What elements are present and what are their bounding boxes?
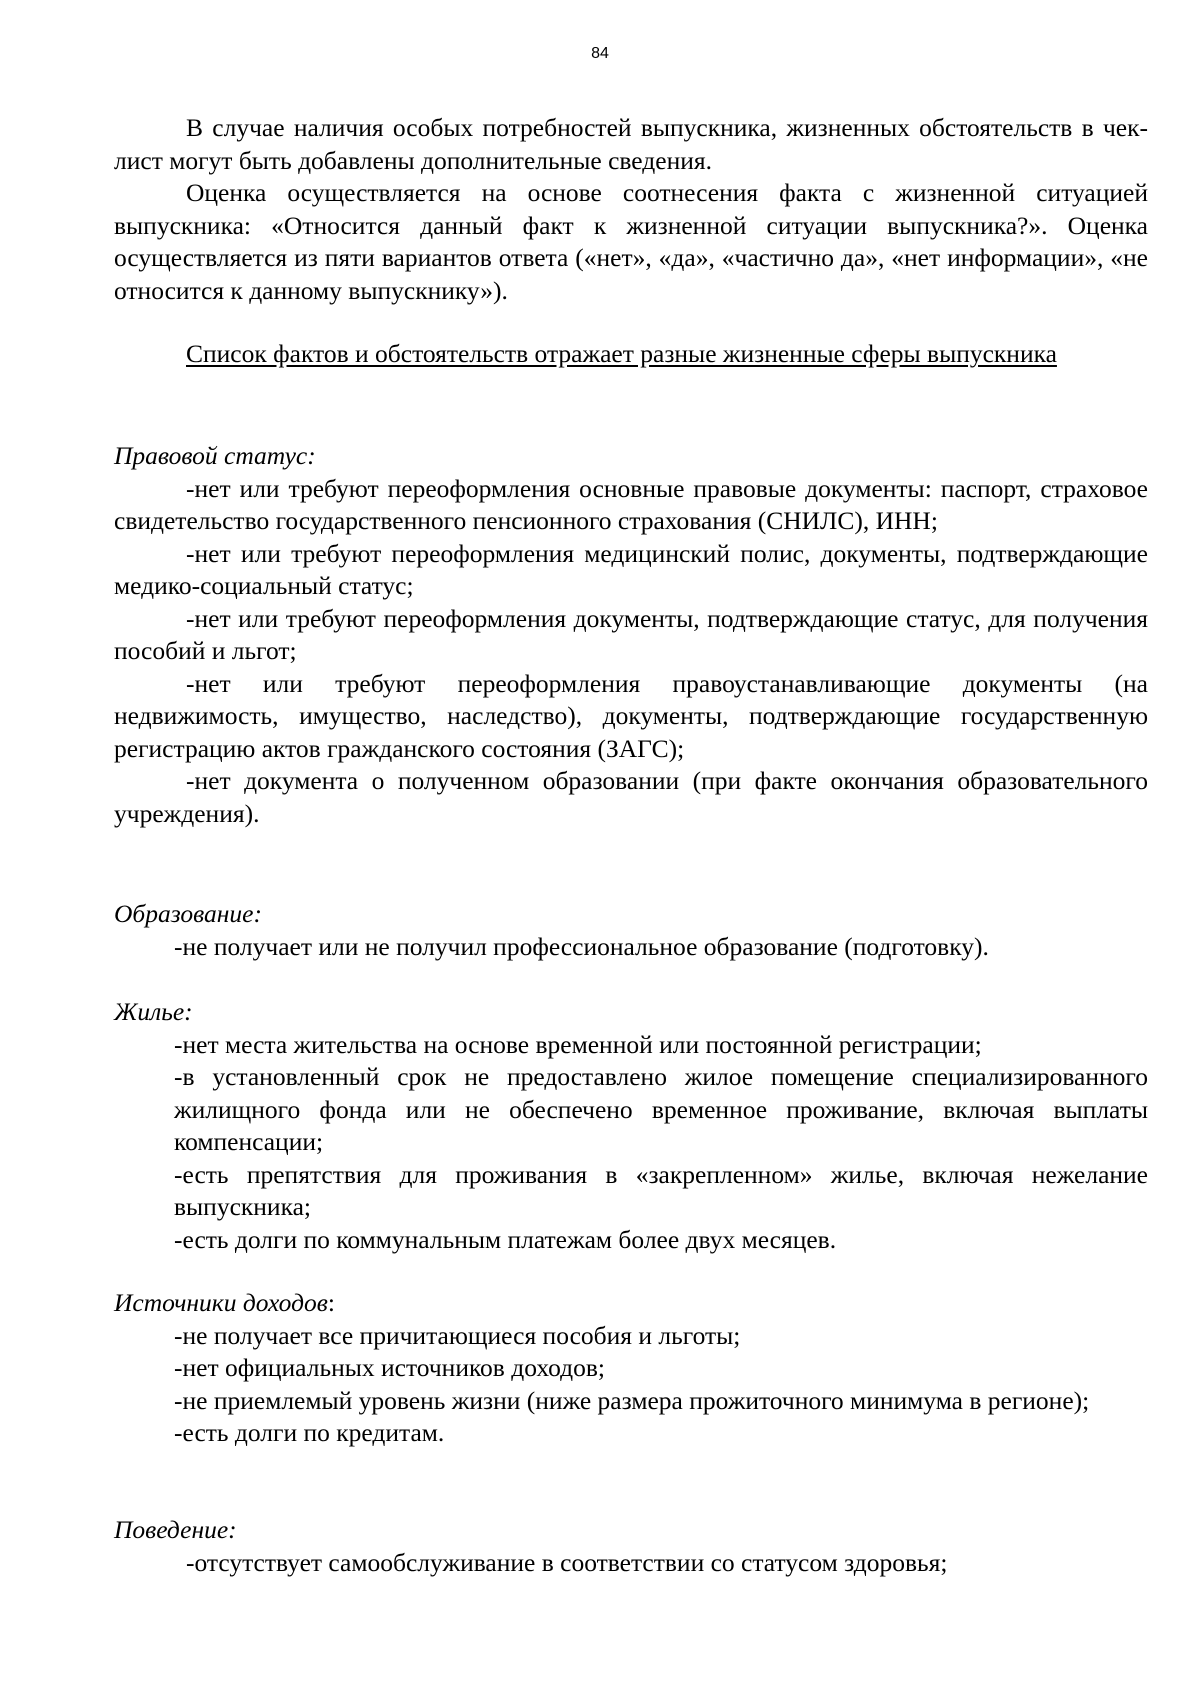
list-item: -есть долги по кредитам.	[174, 1418, 445, 1447]
list-item: -нет или требуют переоформления медицинский полис, документы, подтверждающие медико-социальный статус;	[114, 538, 1148, 600]
list-item: -отсутствует самообслуживание в соответствии со статусом здоровья;	[186, 1547, 948, 1577]
section-title-wrapper	[114, 1287, 1148, 1320]
list-item: -в установленный срок не предоставлено жилое помещение специализированного жилищного фонда или не обеспечено временное проживание, включая выплаты компенсации;	[174, 1062, 1148, 1156]
intro-paragraph: Оценка осуществляется на основе соотнесения факта с жизненной ситуацией выпускника: «Относится данный факт к жизненной ситуации выпускника?». Оценка осуществляется из пяти вариантов ответа («нет», «да», «частично да», «нет информации», «не относится к данному выпускнику»).	[114, 178, 1148, 305]
list-item: -нет или требуют переоформления основные правовые документы: паспорт, страховое свидетельство государственного пенсионного страхования (СНИЛС), ИНН;	[114, 473, 1148, 535]
section-housing	[114, 996, 1148, 1256]
list-item: -нет места жительства на основе временной или постоянной регистрации;	[174, 1029, 982, 1059]
section-title: Источники доходов	[114, 1288, 328, 1317]
list-item: -есть долги по коммунальным платежам более двух месяцев.	[174, 1224, 837, 1254]
intro-block	[114, 112, 1148, 307]
section-title: Правовой статус:	[114, 441, 316, 470]
list-item: -нет или требуют переоформления документы, подтверждающие статус, для получения пособий и льгот;	[114, 603, 1148, 665]
list-item: -есть препятствия для проживания в «закрепленном» жилье, включая нежелание выпускника;	[174, 1159, 1148, 1221]
list-intro-heading: Список фактов и обстоятельств отражает разные жизненные сферы выпускника	[186, 339, 1057, 368]
list-item: -нет официальных источников доходов;	[174, 1353, 605, 1382]
section-income	[114, 1287, 1148, 1450]
list-item: -не получает все причитающиеся пособия и льготы;	[174, 1320, 741, 1350]
section-title: Образование:	[114, 899, 262, 928]
intro-paragraph: В случае наличия особых потребностей выпускника, жизненных обстоятельств в чек-лист могут быть добавлены дополнительные сведения.	[114, 113, 1148, 175]
page-number: 84	[591, 45, 609, 62]
list-intro-block	[114, 338, 1148, 371]
section-title: Поведение:	[114, 1515, 237, 1544]
list-item: -не приемлемый уровень жизни (ниже размера прожиточного минимума в регионе);	[174, 1385, 1090, 1415]
section-title: Жилье:	[114, 997, 193, 1026]
list-item: -нет или требуют переоформления правоустанавливающие документы (на недвижимость, имущество, наследство), документы, подтверждающие государственную регистрацию актов гражданского состояния (ЗАГС);	[114, 668, 1148, 763]
section-behavior	[114, 1514, 1148, 1579]
list-item: -не получает или не получил профессиональное образование (подготовку).	[174, 931, 989, 961]
section-education	[114, 898, 1148, 963]
list-item: -нет документа о полученном образовании (при факте окончания образовательного учреждения).	[114, 766, 1148, 828]
section-legal-status	[114, 440, 1148, 830]
section-title-colon: :	[327, 1288, 335, 1317]
